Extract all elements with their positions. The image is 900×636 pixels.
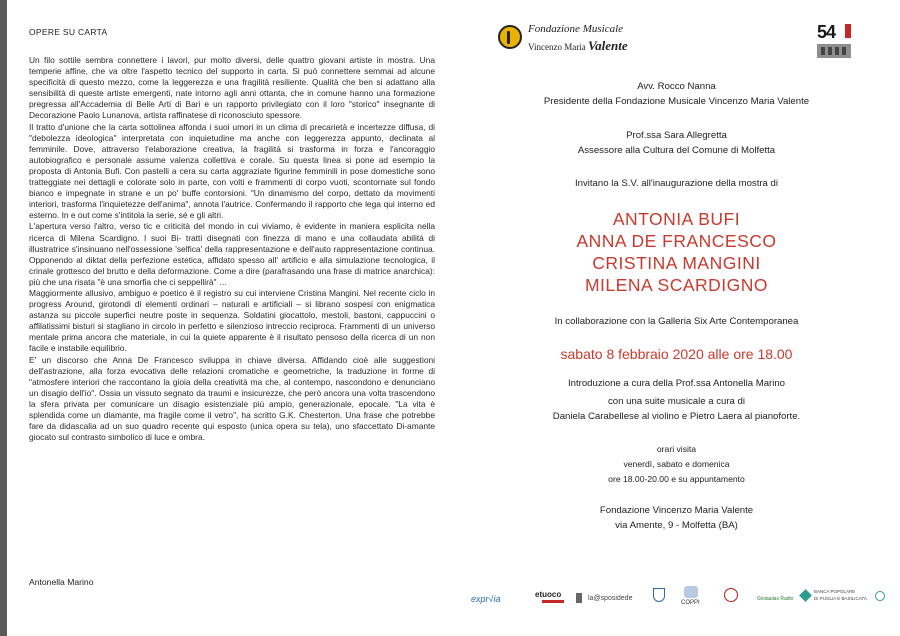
badge-number: 54 — [817, 22, 836, 42]
foundation-logo — [498, 20, 638, 56]
hours-days: venerdì, sabato e domenica — [623, 459, 730, 469]
artist-name: ANTONIA BUFI — [612, 209, 741, 229]
host2-role: Assessore alla Cultura del Comune di Molfetta — [577, 145, 776, 156]
badge-bar-icon — [817, 44, 851, 58]
sponsor-logo-icon — [542, 600, 564, 603]
event-date: sabato 8 febbraio 2020 alle ore 18.00 — [560, 346, 793, 362]
essay-paragraph: E' un discorso che Anna De Francesco sviluppa in chiave diversa. Affidando cioè alle suggestioni dell'astrazione, alla forza evocativa delle relazioni cromatiche e geometriche, la traduzione in forme di "atmosfere interiori che raccontano la gioia della creatività ma che, al contempo, nascondono e denunciano un disagio dell'io". Ossia un vissuto segnato da traumi e insicurezze, che però ancora una volta trascendono la sfera privata per comunicare un disagio esistenziale più ampio, generazionale, epocale. "La vita è splendida come un diamante, ma fragile come il vetro", ha scritto G.K. Chesterton. Una frase che potrebbe fare da didascalia ad un suo quadro recente qui esposto (unica opera su tela), uno sfaccettato Di-amante giocato sul contrasto simbolico di luce e ombra. — [29, 354, 435, 443]
anniversary-badge — [817, 22, 853, 60]
sponsor-logo: Gioiaalias Radio — [757, 596, 794, 602]
bank-logo-icon — [799, 589, 812, 602]
seal-icon — [724, 588, 738, 602]
venue-address: via Amente, 9 - Molfetta (BA) — [615, 520, 738, 531]
host1-role: Presidente della Fondazione Musicale Vincenzo Maria Valente — [543, 96, 810, 107]
coat-of-arms-icon — [653, 588, 665, 602]
venue-name: Fondazione Vincenzo Maria Valente — [599, 505, 754, 516]
sponsor-logo-icon — [875, 591, 885, 601]
hours-title: orari visita — [656, 444, 697, 454]
essay-title: OPERE SU CARTA — [29, 27, 108, 37]
artist-name: CRISTINA MANGINI — [592, 253, 761, 273]
sponsor-logo: la@sposidede — [588, 595, 633, 602]
host1-name: Avv. Rocco Nanna — [637, 81, 716, 92]
hours-time: ore 18.00-20.00 e su appuntamento — [608, 474, 745, 484]
music-line2: Daniela Carabellese al violino e Pietro Laera al pianoforte. — [552, 411, 801, 422]
sponsor-logo: expr√ia — [471, 594, 501, 604]
sponsor-logo: DI PUGLIA E BASILICATA — [814, 596, 867, 601]
essay-paragraph: Maggiormente allusivo, ambiguo e poetico è il registro su cui interviene Cristina Mangini. Nel recente ciclo in progress Around, girotondi di elementi ordinari – naturali e artificiali – si librano sospesi con enigmatica astanza su piccole superfici neutre poste in sequenza. Soldatini giocattolo, mestoli, bastoni, cappuccini o affilatissimi bisturi si stagliano in circolo in perfetto e silenzioso intreccio reciproca. Frammenti di un universo mentale prima ancora che materiale, in cui la quiete apparente è il risultato pensoso della ricerca di un non facile e instabile equilibrio. — [29, 287, 435, 354]
artist-name: ANNA DE FRANCESCO — [576, 231, 777, 251]
artist-name: MILENA SCARDIGNO — [584, 275, 769, 295]
music-line1: con una suite musicale a cura di — [607, 396, 746, 407]
host2-name: Prof.ssa Sara Allegretta — [626, 130, 727, 141]
sponsor-logo-icon — [684, 586, 698, 598]
essay-page — [7, 0, 447, 636]
essay-paragraph: Il tratto d'unione che la carta sottolinea affonda i suoi umori in un clima di precarietà e incertezze diffusa, di "debolezza ideologica" interpretata con inquietudine ma anche con leggerezza appunto, declinata al femminile. Dove, attraverso l'elaborazione creativa, la fragilità si trasforma in forza e l'ancoraggio autobiografico e personale assume valenza collettiva e corale. Su questa linea si pone ad esempio la proposta di Antonia Bufi. Con pastelli a cera su carta aggraziate figurine femminili in pose domestiche sono tratteggiate nei dettagli e colorate solo in parte, con volti e frammenti di corpo vuoti, scontornate sul fondo bianco e impegnate in strane e un po' buffe contorsioni. "Un dinamismo del corpo, dettato da movimenti interiori, trasforma l'inquietezze dell'anima", annota l'autrice. Confermando il rapporto che lega qui interno ed esterno. In e out come s'intitola la serie, sé e gli altri. — [29, 121, 435, 221]
artist-list — [453, 208, 900, 296]
sponsor-logo: BANCA POPOLARE — [814, 589, 856, 594]
introduction-text: Introduzione a cura della Prof.ssa Antonella Marino — [567, 378, 786, 389]
invite-text: Invitano la S.V. all'inaugurazione della mostra di — [574, 178, 779, 189]
essay-body — [29, 55, 435, 443]
foundation-logo-icon — [498, 25, 522, 49]
sponsor-logo: etuoco — [535, 590, 562, 599]
essay-signature: Antonella Marino — [29, 577, 94, 587]
sponsor-logo: COPPI — [681, 600, 700, 606]
logo-line2: Vincenzo Maria Valente — [528, 38, 628, 53]
collaboration-text: In collaborazione con la Galleria Six Arte Contemporanea — [554, 316, 799, 327]
essay-paragraph: Un filo sottile sembra connettere i lavori, pur molto diversi, delle quattro giovani artiste in mostra. Una temperie affine, che va oltre l'aspetto tecnico del supporto in carta. Si può connettere semmai ad alcune specificità di questo mezzo, come la leggerezza e una fragilità resiliente. Qualità che ben si adattano alla sensibilità di queste artiste emergenti, nate intorno agli anni ottanta, che in comune hanno una formazione pregressa all'Accademia di Belle Arti di Bari e un rapporto privilegiato con il loro "storico" insegnante di Decorazione Paolo Lunanova, artista raffinatese di riconosciuto spessore. — [29, 55, 435, 121]
invitation-page — [453, 0, 900, 636]
sponsor-logo-icon — [576, 593, 582, 603]
left-edge-strip — [0, 0, 7, 636]
badge-accent-icon — [845, 24, 851, 38]
logo-line1: Fondazione Musicale — [528, 23, 624, 35]
essay-paragraph: L'apertura verso l'altro, verso tic e criticità del mondo in cui viviamo, è evidente in maniera esplicita nella ricerca di Milena Scardigno. I suoi Bi- tratti disegnati con finezza di mano e una collaudata abilità di illustratrice s'insinuano nell'ossessione 'selfica' della rappresentazione e dell'auto rappresentazione continua. Opponendo al diktat della perfezione estetica, affidato spesso all' artificio e alla simulazione tecnologica, il crinale grottesco del brutto e della deformazione. Come a dire (parafrasando una frase di matrice anarchica): più che una risata "è una smorfia che ci seppellirà" … — [29, 221, 435, 287]
